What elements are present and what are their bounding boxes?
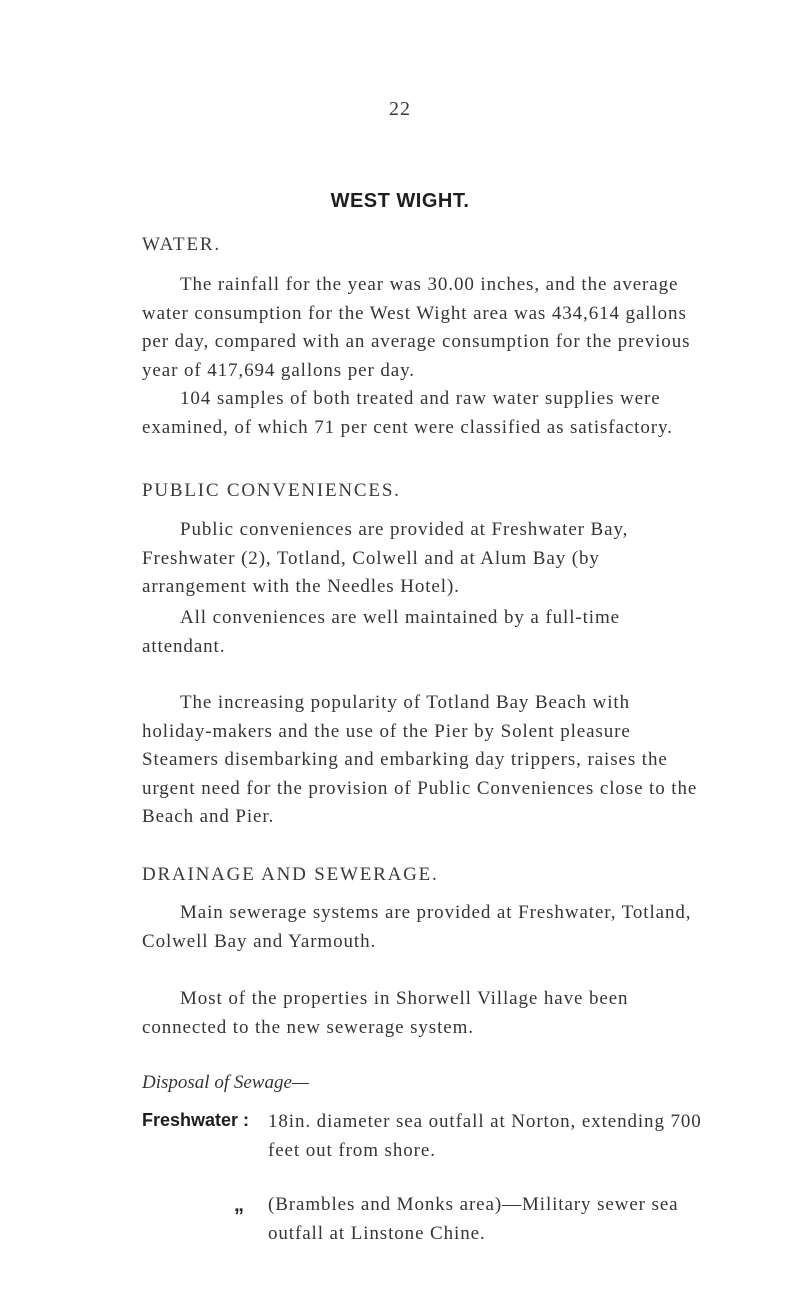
paragraph: All conveniences are well maintained by a full-time attendant. <box>142 607 621 657</box>
entry-text: 18in. diameter sea outfall at Norton, extending 700 feet out from shore. <box>268 1111 702 1161</box>
paragraph: The rainfall for the year was 30.00 inches, and the average water consumption for the West Wight area was 434,614 gallons per day, compared with an average consumption for the previous year of 417,694 gallons per day. <box>142 274 691 381</box>
entry-label: Freshwater : <box>142 1110 250 1130</box>
paragraph: 104 samples of both treated and raw water supplies were examined, of which 71 per cent were classified as satisfactory. <box>142 388 673 438</box>
paragraph: The increasing popularity of Totland Bay Beach with holiday-makers and the use of the Pier by Solent pleasure Steamers disembarking and embarking day trippers, raises the urgent need for the provision of Public Conveniences close to the Beach and Pier. <box>142 692 698 827</box>
section-heading-public-conveniences: PUBLIC CONVENIENCES. <box>142 480 401 501</box>
section-heading-water: WATER. <box>142 234 221 255</box>
entry-text: (Brambles and Monks area)—Military sewer sea outfall at Linstone Chine. <box>268 1194 679 1244</box>
paragraph: Public conveniences are provided at Freshwater Bay, Freshwater (2), Totland, Colwell and at Alum Bay (by arrangement with the Needles Hotel). <box>142 519 629 597</box>
paragraph: Main sewerage systems are provided at Freshwater, Totland, Colwell Bay and Yarmouth. <box>142 902 692 952</box>
paragraph: Most of the properties in Shorwell Village have been connected to the new sewerage system. <box>142 988 629 1038</box>
entry-label-ditto: „ <box>234 1194 244 1216</box>
page-title: WEST WIGHT. <box>330 190 470 212</box>
section-heading-drainage-and-sewerage: DRAINAGE AND SEWERAGE. <box>142 864 439 885</box>
subheading-disposal-of-sewage: Disposal of Sewage— <box>142 1072 309 1093</box>
page-number: 22 <box>389 98 411 120</box>
